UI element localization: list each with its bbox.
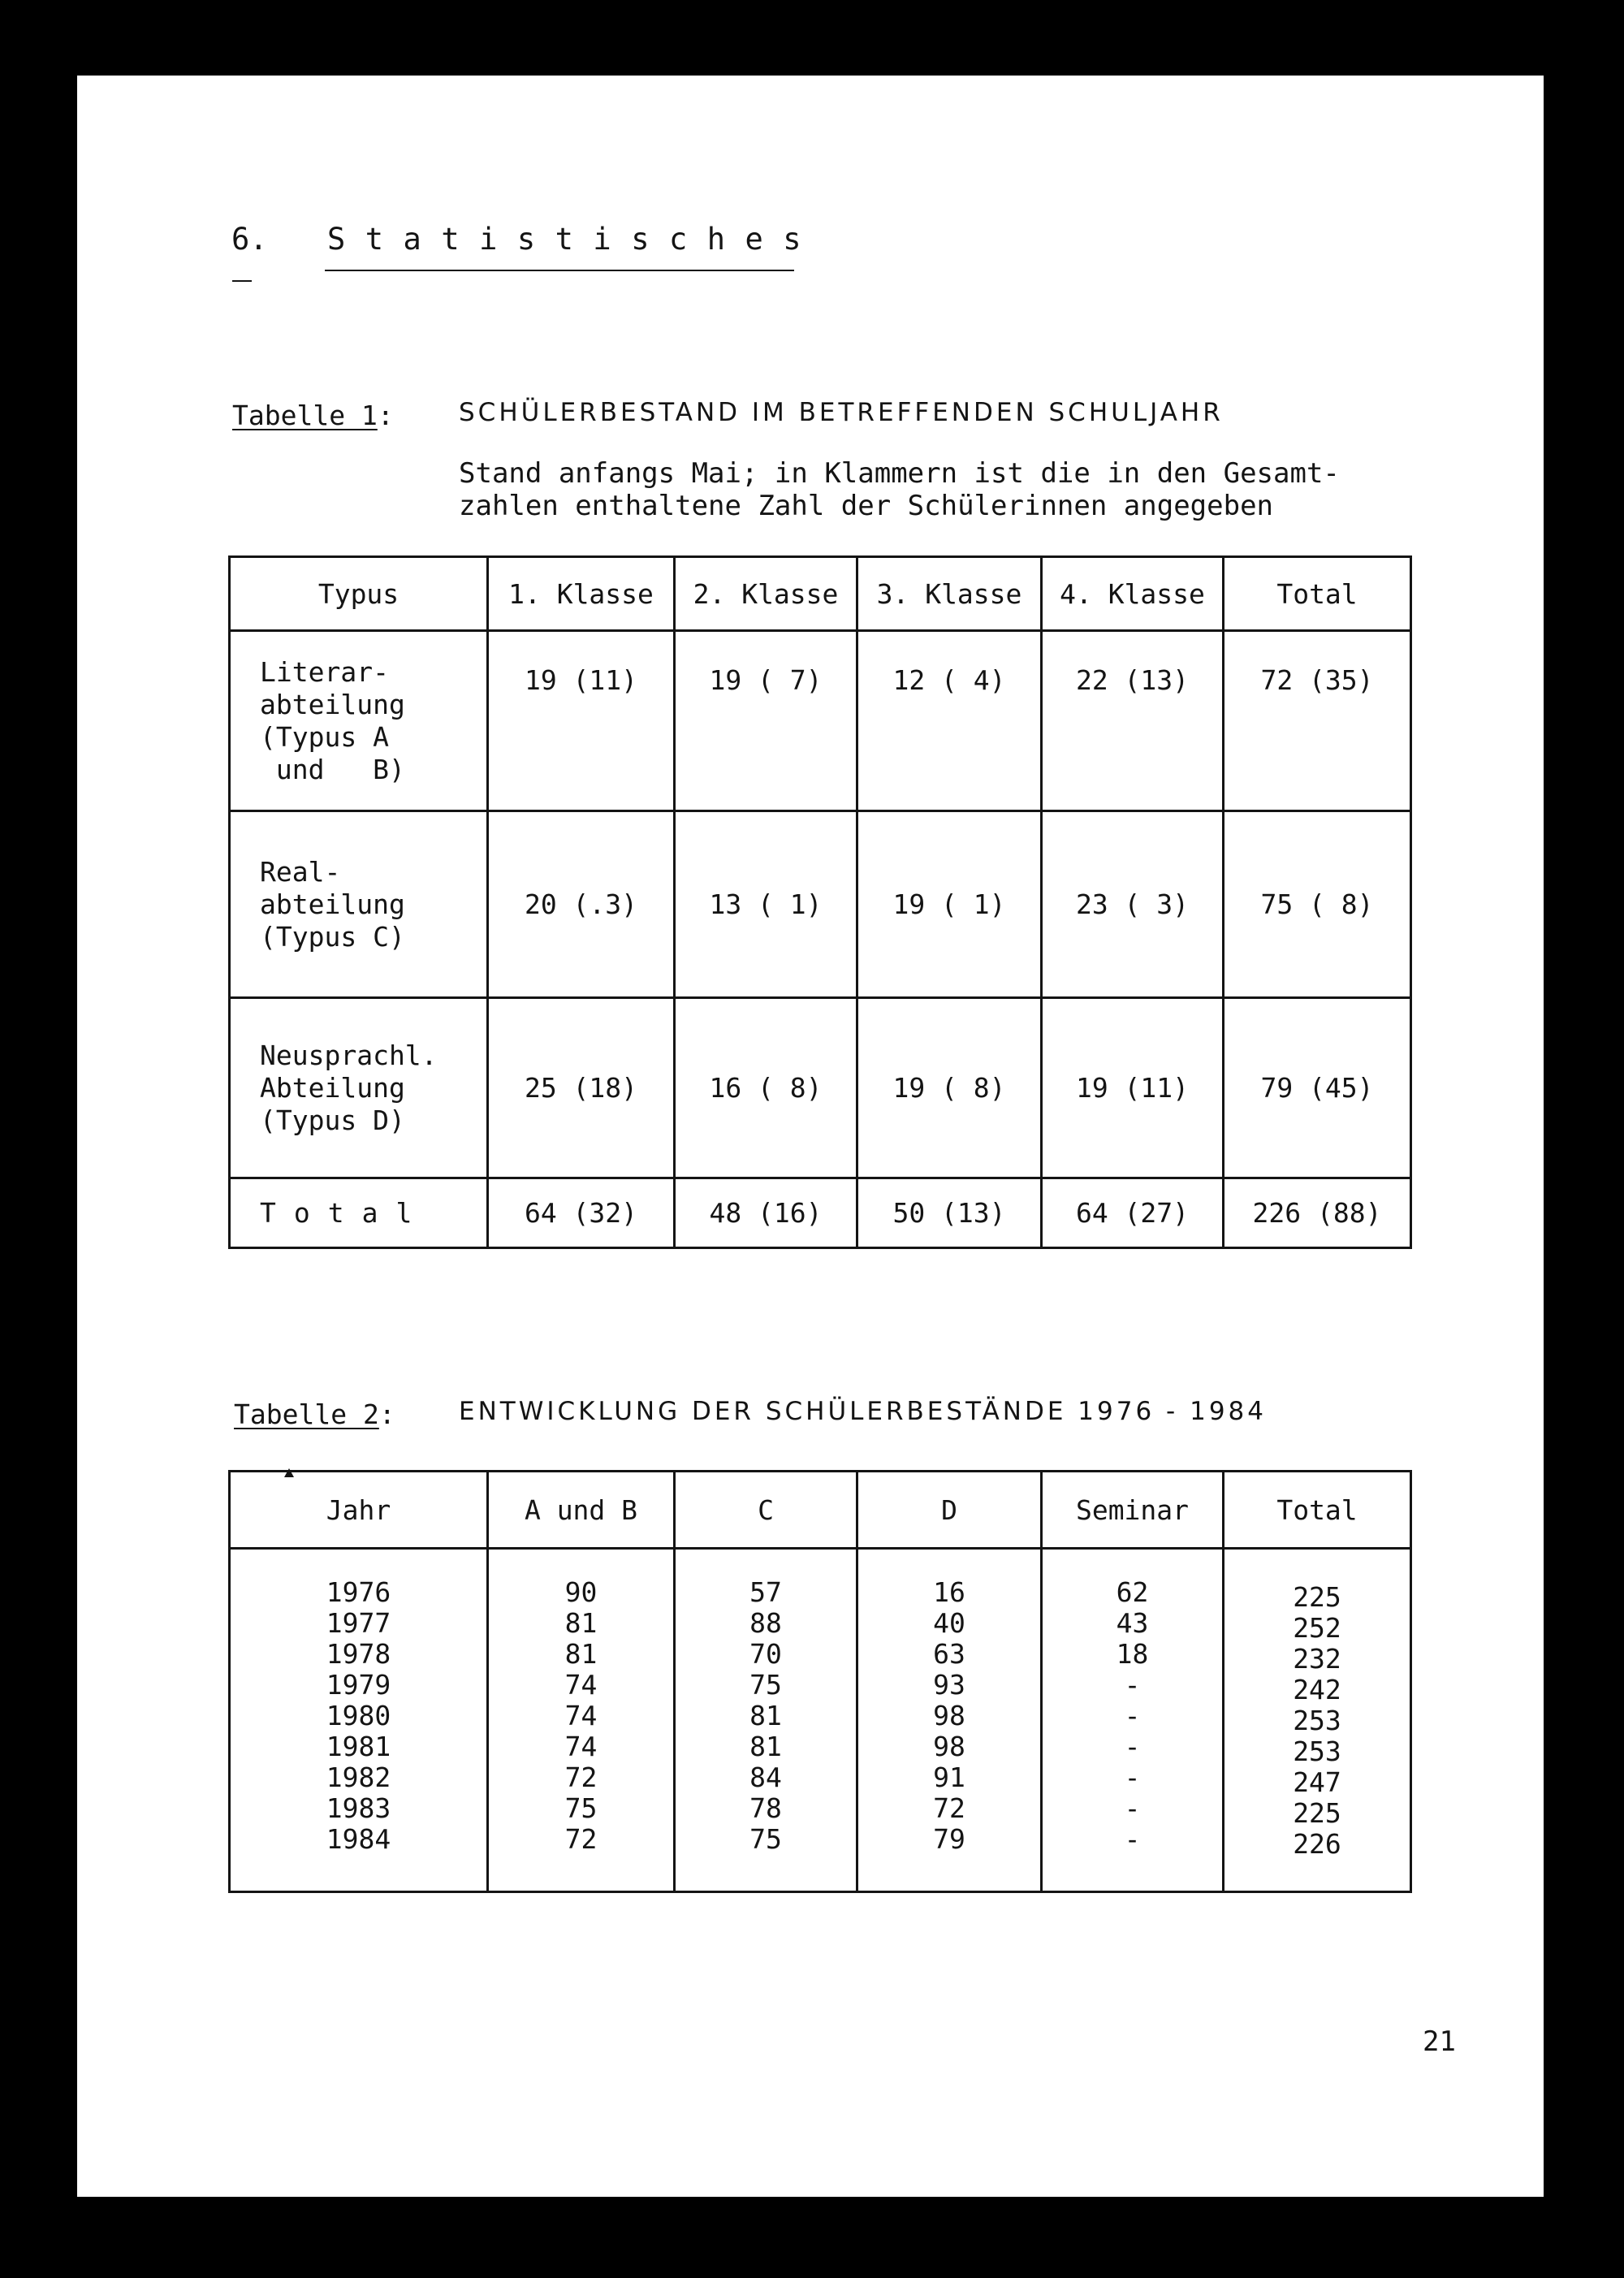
table1-label (232, 400, 394, 431)
table2-cell: 70 (749, 1638, 782, 1670)
table1-total-row (230, 1178, 1411, 1248)
table2-cell: 253 (1293, 1705, 1341, 1736)
table1-cell: 79 (45) (1224, 998, 1411, 1178)
table1-header-klasse2: 2. Klasse (675, 557, 857, 631)
table2-cell: 247 (1293, 1766, 1341, 1798)
table2-cell: 57 (749, 1576, 782, 1608)
table2-cell: 75 (749, 1823, 782, 1855)
table2-cell: 1981 (326, 1731, 391, 1762)
table2-cell: 43 (1116, 1607, 1149, 1639)
table1-cell: 75 ( 8) (1224, 811, 1411, 998)
table2-cell: 72 (564, 1761, 598, 1793)
table1-total-cell: 64 (32) (488, 1178, 675, 1248)
table1-title: SCHÜLERBESTAND IM BETREFFENDEN SCHULJAHR (459, 398, 1224, 427)
section-number: 6. (231, 222, 268, 257)
table1-row-neusprachl (230, 998, 1411, 1178)
table2-cell: 72 (564, 1823, 598, 1855)
typus-line: abteilung (260, 688, 405, 720)
table1-row-literar (230, 631, 1411, 811)
table2-cell: 1977 (326, 1607, 391, 1639)
table2-header-jahr: Jahr (230, 1472, 488, 1549)
table2-cell: 16 (933, 1576, 965, 1608)
typus-line: Literar- (260, 655, 389, 688)
table2-cell: 81 (749, 1731, 782, 1762)
table2-cell: 1984 (326, 1823, 391, 1855)
table1-header-total: Total (1224, 557, 1411, 631)
section-number-underline (232, 280, 252, 282)
table1-header-row (230, 557, 1411, 631)
table2-cell: - (1124, 1823, 1141, 1855)
table2-cell: - (1124, 1700, 1141, 1731)
table2-cell: 88 (749, 1607, 782, 1639)
table2-header-row (230, 1472, 1411, 1549)
table1-cell: 19 ( 1) (857, 811, 1042, 998)
table2-col-aundb (488, 1549, 675, 1892)
table2-cell: 40 (933, 1607, 965, 1639)
table2-cell: 72 (933, 1792, 965, 1824)
table2-cell: 81 (749, 1700, 782, 1731)
table2-cell: 98 (933, 1731, 965, 1762)
table1-cell: 19 (11) (1042, 998, 1224, 1178)
table2-cell: 1979 (326, 1669, 391, 1701)
table2-col-jahr (230, 1549, 488, 1892)
typus-line: Neusprachl. (260, 1039, 438, 1071)
table2-header-total: Total (1224, 1472, 1411, 1549)
table2-cell: 81 (564, 1607, 598, 1639)
table2-cell: 74 (564, 1669, 598, 1701)
typus-line: und B) (260, 753, 405, 785)
table2-cell: - (1124, 1792, 1141, 1824)
table2-cell: 225 (1293, 1797, 1341, 1829)
table2-cell: 91 (933, 1761, 965, 1793)
table1-cell: 19 ( 7) (675, 631, 857, 811)
table2-col-c (675, 1549, 857, 1892)
table2-body-row (230, 1549, 1411, 1892)
table1-row-real-typus (230, 811, 488, 998)
table2-label-text: Tabelle 2 (234, 1398, 379, 1430)
table1-header-klasse4: 4. Klasse (1042, 557, 1224, 631)
table1-cell: 72 (35) (1224, 631, 1411, 811)
table2-cell: 75 (564, 1792, 598, 1824)
table2-cell: 253 (1293, 1736, 1341, 1767)
table2-col-total (1224, 1549, 1411, 1892)
table1-cell: 13 ( 1) (675, 811, 857, 998)
table2-cell: 75 (749, 1669, 782, 1701)
table2-cell: 63 (933, 1638, 965, 1670)
table2-cell: - (1124, 1669, 1141, 1701)
page-number: 21 (1423, 2025, 1456, 2058)
table2-cell: 78 (749, 1792, 782, 1824)
table1-cell: 19 ( 8) (857, 998, 1042, 1178)
table2-cell: 79 (933, 1823, 965, 1855)
typus-line: abteilung (260, 888, 405, 920)
table1-header-typus: Typus (230, 557, 488, 631)
table1-cell: 25 (18) (488, 998, 675, 1178)
table1-label-colon: : (377, 400, 394, 431)
table2-cell: 225 (1293, 1581, 1341, 1613)
table2-cell: 84 (749, 1761, 782, 1793)
table2-cell: 81 (564, 1638, 598, 1670)
typus-line: (Typus C) (260, 920, 405, 953)
table1-row-real (230, 811, 1411, 998)
table2-cell: 1983 (326, 1792, 391, 1824)
table2-cell: 74 (564, 1700, 598, 1731)
table1-row-literar-typus (230, 631, 488, 811)
table2-cell: 252 (1293, 1612, 1341, 1644)
table2-cell: - (1124, 1731, 1141, 1762)
table2-title: ENTWICKLUNG DER SCHÜLERBESTÄNDE 1976 - 1984 (459, 1397, 1267, 1426)
typus-line: Real- (260, 855, 341, 888)
table1-cell: 22 (13) (1042, 631, 1224, 811)
table2-cell: - (1124, 1761, 1141, 1793)
table1-row-neusprachl-typus (230, 998, 488, 1178)
table1-header-klasse3: 3. Klasse (857, 557, 1042, 631)
table2-cell: 1980 (326, 1700, 391, 1731)
table2-cell: 1978 (326, 1638, 391, 1670)
typus-line: Abteilung (260, 1071, 405, 1104)
table2-header-aundb: A und B (488, 1472, 675, 1549)
table2-cell: 226 (1293, 1828, 1341, 1860)
table1-cell: 12 ( 4) (857, 631, 1042, 811)
table1-total-cell: 64 (27) (1042, 1178, 1224, 1248)
table1 (228, 555, 1412, 1249)
table2-cell: 1976 (326, 1576, 391, 1608)
table2-cell: 18 (1116, 1638, 1149, 1670)
table1-total-cell: 226 (88) (1224, 1178, 1411, 1248)
table1-cell: 20 (.3) (488, 811, 675, 998)
typus-line: (Typus A (260, 720, 389, 753)
table2-label-colon: : (378, 1398, 395, 1430)
table1-total-cell: 50 (13) (857, 1178, 1042, 1248)
table2-col-seminar (1042, 1549, 1224, 1892)
table2-cell: 62 (1116, 1576, 1149, 1608)
section-title-underline (325, 270, 794, 271)
table2-col-d (857, 1549, 1042, 1892)
table1-total-cell: 48 (16) (675, 1178, 857, 1248)
section-title: Statistisches (327, 222, 822, 257)
table2-cell: 90 (564, 1576, 598, 1608)
table2-cell: 1982 (326, 1761, 391, 1793)
table2-header-c: C (675, 1472, 857, 1549)
table2-cell: 74 (564, 1731, 598, 1762)
table1-cell: 19 (11) (488, 631, 675, 811)
table1-cell: 23 ( 3) (1042, 811, 1224, 998)
table2-cell: 93 (933, 1669, 965, 1701)
table1-cell: 16 ( 8) (675, 998, 857, 1178)
table2-cell: 232 (1293, 1643, 1341, 1675)
table2-header-seminar: Seminar (1042, 1472, 1224, 1549)
table2-cell: 242 (1293, 1674, 1341, 1705)
table2 (228, 1470, 1412, 1893)
table1-total-label: Total (230, 1178, 488, 1248)
table2-cell: 98 (933, 1700, 965, 1731)
table1-label-text: Tabelle 1 (232, 400, 378, 431)
table1-note-line1: Stand anfangs Mai; in Klammern ist die in den Gesamt- (459, 457, 1340, 490)
table1-note-line2: zahlen enthaltene Zahl der Schülerinnen angegeben (459, 490, 1274, 522)
typus-line: (Typus D) (260, 1104, 405, 1136)
table2-header-d: D (857, 1472, 1042, 1549)
table1-header-klasse1: 1. Klasse (488, 557, 675, 631)
table2-label (234, 1398, 395, 1430)
